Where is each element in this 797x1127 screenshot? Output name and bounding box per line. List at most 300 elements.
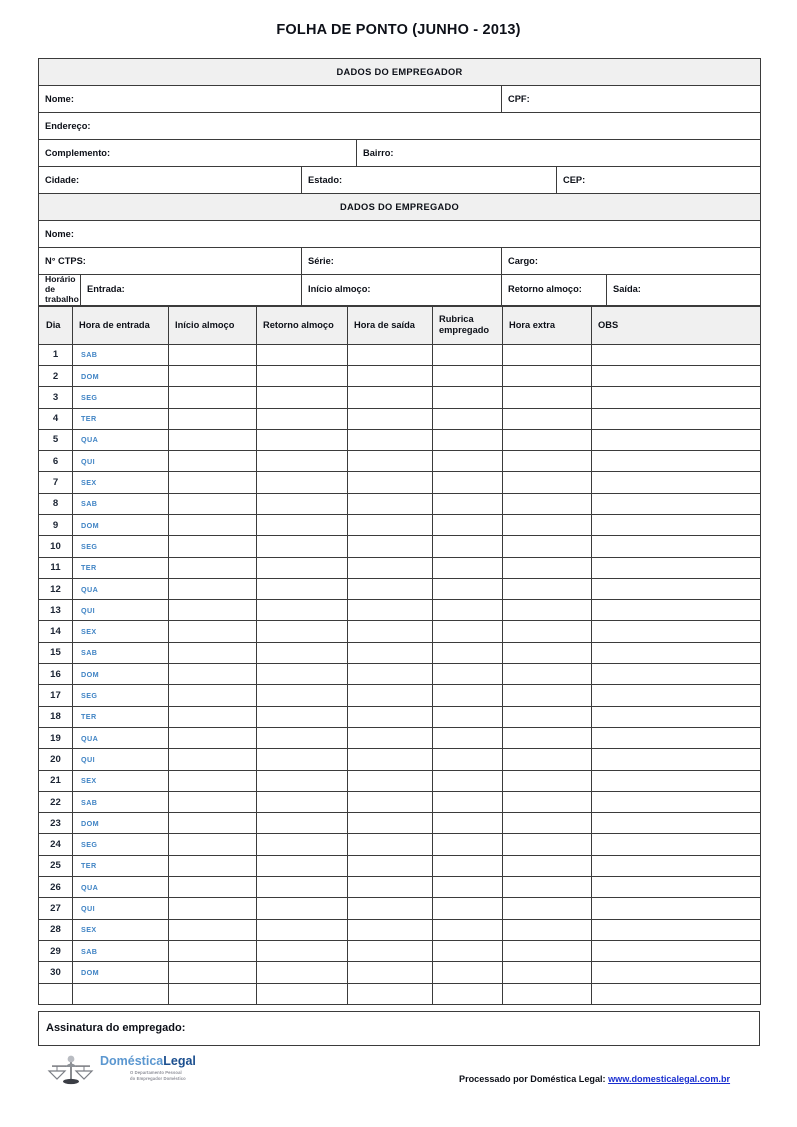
- cell-hora-extra[interactable]: [503, 940, 592, 961]
- cell-weekday: [73, 962, 169, 983]
- field-employer-nome[interactable]: [39, 86, 502, 113]
- cell-inicio-almoco[interactable]: [169, 791, 257, 812]
- cell-hora-extra[interactable]: [503, 770, 592, 791]
- table-row: [39, 919, 761, 940]
- cell-hora-saida[interactable]: [348, 791, 433, 812]
- weekday-label: QUA: [81, 733, 99, 743]
- cell-retorno-almoco[interactable]: [257, 940, 348, 961]
- cell-hora-saida[interactable]: [348, 557, 433, 578]
- cell-rubrica-empregado[interactable]: [433, 493, 503, 514]
- cell-obs[interactable]: [592, 600, 761, 621]
- cell-inicio-almoco[interactable]: [169, 536, 257, 557]
- table-row: [39, 642, 761, 663]
- cell-hora-saida[interactable]: [348, 898, 433, 919]
- field-employer-bairro[interactable]: [357, 140, 761, 167]
- cell-retorno-almoco[interactable]: [257, 344, 348, 365]
- cell-hora-saida[interactable]: [348, 408, 433, 429]
- cell-inicio-almoco[interactable]: [169, 387, 257, 408]
- table-row: [39, 940, 761, 961]
- cell-rubrica-empregado[interactable]: [433, 451, 503, 472]
- cell-inicio-almoco[interactable]: [169, 515, 257, 536]
- cell-retorno-almoco[interactable]: [257, 877, 348, 898]
- cell-hora-saida[interactable]: [348, 727, 433, 748]
- cell-obs[interactable]: [592, 813, 761, 834]
- cell-day-number: 4: [39, 408, 73, 429]
- cell-hora-extra[interactable]: [503, 898, 592, 919]
- field-label-saida: Saída:: [613, 284, 641, 295]
- cell-retorno-almoco[interactable]: [257, 429, 348, 450]
- cell-weekday: [73, 685, 169, 706]
- cell-retorno-almoco[interactable]: [257, 813, 348, 834]
- cell-weekday: [73, 664, 169, 685]
- field-entrada[interactable]: [81, 275, 302, 306]
- cell-inicio-almoco[interactable]: [169, 664, 257, 685]
- page-footer: [0, 1042, 797, 1112]
- cell-rubrica-empregado[interactable]: [433, 727, 503, 748]
- cell-hora-saida[interactable]: [348, 940, 433, 961]
- cell-weekday: [73, 749, 169, 770]
- employer-name-row: [39, 86, 761, 113]
- cell-obs[interactable]: [592, 962, 761, 983]
- cell-hora-extra[interactable]: [503, 877, 592, 898]
- cell-hora-saida[interactable]: [348, 429, 433, 450]
- cell-rubrica-empregado[interactable]: [433, 685, 503, 706]
- table-row: [39, 578, 761, 599]
- cell-hora-extra[interactable]: [503, 642, 592, 663]
- cell-inicio-almoco[interactable]: [169, 706, 257, 727]
- weekday-label: TER: [81, 563, 97, 573]
- cell-retorno-almoco[interactable]: [257, 898, 348, 919]
- cell-obs[interactable]: [592, 770, 761, 791]
- field-employee-ctps[interactable]: [39, 248, 302, 275]
- column-header-retorno-almoco: [257, 306, 348, 344]
- cell-retorno-almoco[interactable]: [257, 472, 348, 493]
- cell-hora-saida[interactable]: [348, 685, 433, 706]
- weekday-label: SEG: [81, 691, 98, 701]
- cell-retorno-almoco[interactable]: [257, 600, 348, 621]
- table-row: [39, 877, 761, 898]
- table-row: [39, 685, 761, 706]
- cell-day-number: 20: [39, 749, 73, 770]
- field-employer-cep[interactable]: [557, 167, 761, 194]
- cell-weekday: [73, 940, 169, 961]
- field-label-inicio-almoco: Início almoço:: [308, 284, 371, 295]
- cell-inicio-almoco[interactable]: [169, 813, 257, 834]
- cell-inicio-almoco[interactable]: [169, 919, 257, 940]
- weekday-label: QUI: [81, 754, 95, 764]
- cell-day-number: 30: [39, 962, 73, 983]
- cell-retorno-almoco[interactable]: [257, 536, 348, 557]
- field-label-cep: CEP:: [563, 174, 586, 185]
- cell-hora-saida[interactable]: [348, 642, 433, 663]
- cell-obs[interactable]: [592, 727, 761, 748]
- cell-hora-saida[interactable]: [348, 493, 433, 514]
- field-label-retorno-almoco: Retorno almoço:: [508, 284, 582, 295]
- employee-ctps-row: [39, 248, 761, 275]
- cell-rubrica-empregado[interactable]: [433, 600, 503, 621]
- cell-hora-extra[interactable]: [503, 727, 592, 748]
- cell-inicio-almoco[interactable]: [169, 898, 257, 919]
- field-label-employee-nome: Nome:: [45, 228, 74, 239]
- punch-table-body: [39, 344, 761, 1004]
- cell-inicio-almoco[interactable]: [169, 940, 257, 961]
- cell-rubrica-empregado[interactable]: [433, 962, 503, 983]
- cell-rubrica-empregado[interactable]: [433, 791, 503, 812]
- cell-inicio-almoco[interactable]: [169, 685, 257, 706]
- table-row: [39, 429, 761, 450]
- cell-retorno-almoco[interactable]: [257, 727, 348, 748]
- cell-weekday: [73, 387, 169, 408]
- cell-hora-extra[interactable]: [503, 855, 592, 876]
- cell-obs[interactable]: [592, 685, 761, 706]
- cell-day-number: 15: [39, 642, 73, 663]
- cell-retorno-almoco[interactable]: [257, 515, 348, 536]
- cell-inicio-almoco[interactable]: [169, 344, 257, 365]
- cell-rubrica-empregado[interactable]: [433, 536, 503, 557]
- cell-obs[interactable]: [592, 855, 761, 876]
- cell-rubrica-empregado[interactable]: [433, 940, 503, 961]
- cell-retorno-almoco[interactable]: [257, 706, 348, 727]
- cell-rubrica-empregado[interactable]: [433, 344, 503, 365]
- cell-hora-extra[interactable]: [503, 749, 592, 770]
- cell-day-number: 19: [39, 727, 73, 748]
- page-title: FOLHA DE PONTO (JUNHO - 2013): [276, 22, 521, 38]
- cell-rubrica-empregado[interactable]: [433, 877, 503, 898]
- cell-rubrica-empregado[interactable]: [433, 664, 503, 685]
- cell-hora-saida[interactable]: [348, 387, 433, 408]
- cell-retorno-almoco[interactable]: [257, 365, 348, 386]
- cell-hora-saida[interactable]: [348, 365, 433, 386]
- cell-retorno-almoco[interactable]: [257, 791, 348, 812]
- table-row: [39, 493, 761, 514]
- column-label-inicio-almoco: Início almoço: [175, 319, 235, 330]
- field-label-cargo: Cargo:: [508, 255, 538, 266]
- cell-rubrica-empregado[interactable]: [433, 429, 503, 450]
- cell-inicio-almoco[interactable]: [169, 429, 257, 450]
- cell-hora-extra[interactable]: [503, 365, 592, 386]
- cell-hora-saida[interactable]: [348, 515, 433, 536]
- cell-rubrica-empregado[interactable]: [433, 834, 503, 855]
- cell-hora-extra[interactable]: [503, 706, 592, 727]
- cell-hora-saida[interactable]: [348, 834, 433, 855]
- cell-rubrica-empregado[interactable]: [433, 515, 503, 536]
- cell-obs[interactable]: [592, 898, 761, 919]
- cell-retorno-almoco[interactable]: [257, 408, 348, 429]
- column-header-hora-entrada: [73, 306, 169, 344]
- cell-rubrica-empregado[interactable]: [433, 642, 503, 663]
- cell-weekday: [73, 344, 169, 365]
- cell-weekday: [73, 493, 169, 514]
- cell-hora-saida[interactable]: [348, 578, 433, 599]
- domesticalegal-website-link[interactable]: www.domesticalegal.com.br: [608, 1074, 731, 1084]
- cell-obs[interactable]: [592, 344, 761, 365]
- cell-weekday: [73, 727, 169, 748]
- brand-name-part2: Legal: [163, 1054, 196, 1068]
- cell-retorno-almoco[interactable]: [257, 685, 348, 706]
- column-header-obs: [592, 306, 761, 344]
- form-container: [38, 58, 760, 1046]
- cell-hora-extra[interactable]: [503, 600, 592, 621]
- column-header-rubrica-empregado: [433, 306, 503, 344]
- cell-hora-extra[interactable]: [503, 344, 592, 365]
- column-label-hora-extra: Hora extra: [509, 319, 555, 330]
- cell-weekday: [73, 706, 169, 727]
- cell-day-number: 17: [39, 685, 73, 706]
- cell-hora-extra[interactable]: [503, 791, 592, 812]
- cell-hora-extra[interactable]: [503, 919, 592, 940]
- cell-hora-extra[interactable]: [503, 962, 592, 983]
- cell-rubrica-empregado[interactable]: [433, 855, 503, 876]
- cell-obs[interactable]: [592, 621, 761, 642]
- cell-inicio-almoco[interactable]: [169, 472, 257, 493]
- cell-rubrica-empregado[interactable]: [433, 365, 503, 386]
- cell-obs[interactable]: [592, 557, 761, 578]
- cell-inicio-almoco[interactable]: [169, 834, 257, 855]
- field-inicio-almoco[interactable]: [302, 275, 502, 306]
- cell-hora-extra[interactable]: [503, 813, 592, 834]
- cell-retorno-almoco[interactable]: [257, 621, 348, 642]
- cell-hora-saida[interactable]: [348, 472, 433, 493]
- weekday-label: DOM: [81, 818, 99, 828]
- cell-retorno-almoco[interactable]: [257, 451, 348, 472]
- cell-hora-saida[interactable]: [348, 855, 433, 876]
- table-row-spacer: [39, 983, 761, 1004]
- cell-inicio-almoco[interactable]: [169, 493, 257, 514]
- cell-retorno-almoco[interactable]: [257, 664, 348, 685]
- cell-inicio-almoco[interactable]: [169, 451, 257, 472]
- field-employer-cidade[interactable]: [39, 167, 302, 194]
- cell-inicio-almoco[interactable]: [169, 770, 257, 791]
- field-label-cidade: Cidade:: [45, 174, 80, 185]
- table-row: [39, 834, 761, 855]
- cell-obs[interactable]: [592, 664, 761, 685]
- cell-hora-saida[interactable]: [348, 600, 433, 621]
- brand-name-part1: Doméstica: [100, 1054, 164, 1068]
- cell-inicio-almoco[interactable]: [169, 855, 257, 876]
- cell-day-number: 22: [39, 791, 73, 812]
- cell-hora-saida[interactable]: [348, 770, 433, 791]
- column-label-obs: OBS: [598, 319, 619, 330]
- cell-hora-saida[interactable]: [348, 621, 433, 642]
- cell-rubrica-empregado[interactable]: [433, 578, 503, 599]
- cell-rubrica-empregado[interactable]: [433, 813, 503, 834]
- column-label-hora-saida: Hora de saída: [354, 319, 415, 330]
- field-label-serie: Série:: [308, 255, 334, 266]
- cell-hora-extra[interactable]: [503, 472, 592, 493]
- cell-obs[interactable]: [592, 365, 761, 386]
- cell-day-number: 7: [39, 472, 73, 493]
- cell-retorno-almoco[interactable]: [257, 834, 348, 855]
- cell-rubrica-empregado[interactable]: [433, 408, 503, 429]
- weekday-label: SAB: [81, 946, 98, 956]
- table-row: [39, 344, 761, 365]
- cell-retorno-almoco[interactable]: [257, 557, 348, 578]
- cell-hora-saida[interactable]: [348, 664, 433, 685]
- weekday-label: QUA: [81, 584, 99, 594]
- cell-hora-extra[interactable]: [503, 685, 592, 706]
- table-row: [39, 813, 761, 834]
- cell-inicio-almoco[interactable]: [169, 727, 257, 748]
- cell-hora-saida[interactable]: [348, 706, 433, 727]
- cell-hora-extra[interactable]: [503, 578, 592, 599]
- cell-inicio-almoco[interactable]: [169, 749, 257, 770]
- cell-inicio-almoco[interactable]: [169, 365, 257, 386]
- cell-hora-saida[interactable]: [348, 451, 433, 472]
- cell-spacer: [73, 983, 169, 1004]
- field-employee-nome[interactable]: [39, 221, 761, 248]
- field-label-estado: Estado:: [308, 174, 343, 185]
- cell-day-number: 12: [39, 578, 73, 599]
- cell-hora-extra[interactable]: [503, 664, 592, 685]
- cell-retorno-almoco[interactable]: [257, 919, 348, 940]
- cell-day-number: 28: [39, 919, 73, 940]
- cell-hora-extra[interactable]: [503, 557, 592, 578]
- cell-hora-extra[interactable]: [503, 451, 592, 472]
- cell-hora-saida[interactable]: [348, 877, 433, 898]
- cell-obs[interactable]: [592, 706, 761, 727]
- cell-retorno-almoco[interactable]: [257, 855, 348, 876]
- cell-hora-extra[interactable]: [503, 621, 592, 642]
- field-retorno-almoco[interactable]: [502, 275, 607, 306]
- field-employer-endereco[interactable]: [39, 113, 761, 140]
- cell-inicio-almoco[interactable]: [169, 642, 257, 663]
- cell-hora-saida[interactable]: [348, 749, 433, 770]
- cell-obs[interactable]: [592, 429, 761, 450]
- cell-day-number: 18: [39, 706, 73, 727]
- weekday-label: DOM: [81, 967, 99, 977]
- cell-rubrica-empregado[interactable]: [433, 898, 503, 919]
- field-employer-cpf[interactable]: [502, 86, 761, 113]
- cell-obs[interactable]: [592, 536, 761, 557]
- cell-retorno-almoco[interactable]: [257, 642, 348, 663]
- cell-obs[interactable]: [592, 749, 761, 770]
- cell-obs[interactable]: [592, 451, 761, 472]
- cell-hora-extra[interactable]: [503, 408, 592, 429]
- weekday-label: SEX: [81, 776, 97, 786]
- signature-field[interactable]: [39, 1011, 760, 1045]
- weekday-label: SEG: [81, 541, 98, 551]
- cell-day-number: 24: [39, 834, 73, 855]
- cell-hora-saida[interactable]: [348, 344, 433, 365]
- cell-weekday: [73, 621, 169, 642]
- cell-rubrica-empregado[interactable]: [433, 472, 503, 493]
- field-employer-estado[interactable]: [302, 167, 557, 194]
- field-employee-cargo[interactable]: [502, 248, 761, 275]
- employer-heading-row: [39, 59, 761, 86]
- cell-obs[interactable]: [592, 791, 761, 812]
- employee-section-heading: DADOS DO EMPREGADO: [39, 194, 761, 221]
- cell-inicio-almoco[interactable]: [169, 557, 257, 578]
- cell-hora-extra[interactable]: [503, 515, 592, 536]
- weekday-label: QUA: [81, 435, 99, 445]
- table-row: [39, 962, 761, 983]
- weekday-label: DOM: [81, 520, 99, 530]
- cell-obs[interactable]: [592, 493, 761, 514]
- field-employee-serie[interactable]: [302, 248, 502, 275]
- cell-weekday: [73, 429, 169, 450]
- cell-spacer: [169, 983, 257, 1004]
- cell-rubrica-empregado[interactable]: [433, 749, 503, 770]
- table-row: [39, 536, 761, 557]
- brand-tagline: [130, 1070, 186, 1081]
- cell-rubrica-empregado[interactable]: [433, 387, 503, 408]
- table-row: [39, 898, 761, 919]
- cell-obs[interactable]: [592, 387, 761, 408]
- cell-retorno-almoco[interactable]: [257, 578, 348, 599]
- cell-day-number: 27: [39, 898, 73, 919]
- column-label-dia: Dia: [46, 319, 61, 330]
- table-row: [39, 749, 761, 770]
- cell-obs[interactable]: [592, 642, 761, 663]
- field-label-entrada: Entrada:: [87, 284, 125, 295]
- cell-rubrica-empregado[interactable]: [433, 621, 503, 642]
- cell-inicio-almoco[interactable]: [169, 962, 257, 983]
- cell-obs[interactable]: [592, 408, 761, 429]
- cell-hora-saida[interactable]: [348, 919, 433, 940]
- cell-weekday: [73, 642, 169, 663]
- cell-spacer: [592, 983, 761, 1004]
- cell-hora-saida[interactable]: [348, 962, 433, 983]
- employee-name-row: [39, 221, 761, 248]
- cell-obs[interactable]: [592, 515, 761, 536]
- cell-inicio-almoco[interactable]: [169, 578, 257, 599]
- cell-rubrica-empregado[interactable]: [433, 557, 503, 578]
- cell-retorno-almoco[interactable]: [257, 493, 348, 514]
- cell-obs[interactable]: [592, 472, 761, 493]
- field-saida[interactable]: [607, 275, 761, 306]
- cell-inicio-almoco[interactable]: [169, 621, 257, 642]
- cell-retorno-almoco[interactable]: [257, 387, 348, 408]
- cell-rubrica-empregado[interactable]: [433, 770, 503, 791]
- weekday-label: SEX: [81, 627, 97, 637]
- cell-day-number: 13: [39, 600, 73, 621]
- cell-obs[interactable]: [592, 940, 761, 961]
- cell-hora-extra[interactable]: [503, 387, 592, 408]
- cell-hora-extra[interactable]: [503, 493, 592, 514]
- cell-retorno-almoco[interactable]: [257, 749, 348, 770]
- cell-rubrica-empregado[interactable]: [433, 706, 503, 727]
- weekday-label: DOM: [81, 669, 99, 679]
- cell-hora-extra[interactable]: [503, 834, 592, 855]
- cell-day-number: 26: [39, 877, 73, 898]
- label-horario-trabalho: [39, 275, 81, 306]
- cell-spacer: [348, 983, 433, 1004]
- cell-rubrica-empregado[interactable]: [433, 919, 503, 940]
- cell-obs[interactable]: [592, 919, 761, 940]
- cell-obs[interactable]: [592, 877, 761, 898]
- cell-obs[interactable]: [592, 834, 761, 855]
- cell-retorno-almoco[interactable]: [257, 962, 348, 983]
- cell-hora-extra[interactable]: [503, 429, 592, 450]
- table-row: [39, 557, 761, 578]
- cell-inicio-almoco[interactable]: [169, 408, 257, 429]
- weekday-label: SAB: [81, 499, 98, 509]
- cell-retorno-almoco[interactable]: [257, 770, 348, 791]
- cell-obs[interactable]: [592, 578, 761, 599]
- cell-inicio-almoco[interactable]: [169, 877, 257, 898]
- field-label-cpf: CPF:: [508, 93, 530, 104]
- weekday-label: SAB: [81, 648, 98, 658]
- cell-inicio-almoco[interactable]: [169, 600, 257, 621]
- cell-day-number: 14: [39, 621, 73, 642]
- cell-hora-saida[interactable]: [348, 536, 433, 557]
- table-row: [39, 791, 761, 812]
- cell-weekday: [73, 578, 169, 599]
- cell-hora-saida[interactable]: [348, 813, 433, 834]
- field-employer-complemento[interactable]: [39, 140, 357, 167]
- cell-hora-extra[interactable]: [503, 536, 592, 557]
- punch-table: [38, 306, 761, 1005]
